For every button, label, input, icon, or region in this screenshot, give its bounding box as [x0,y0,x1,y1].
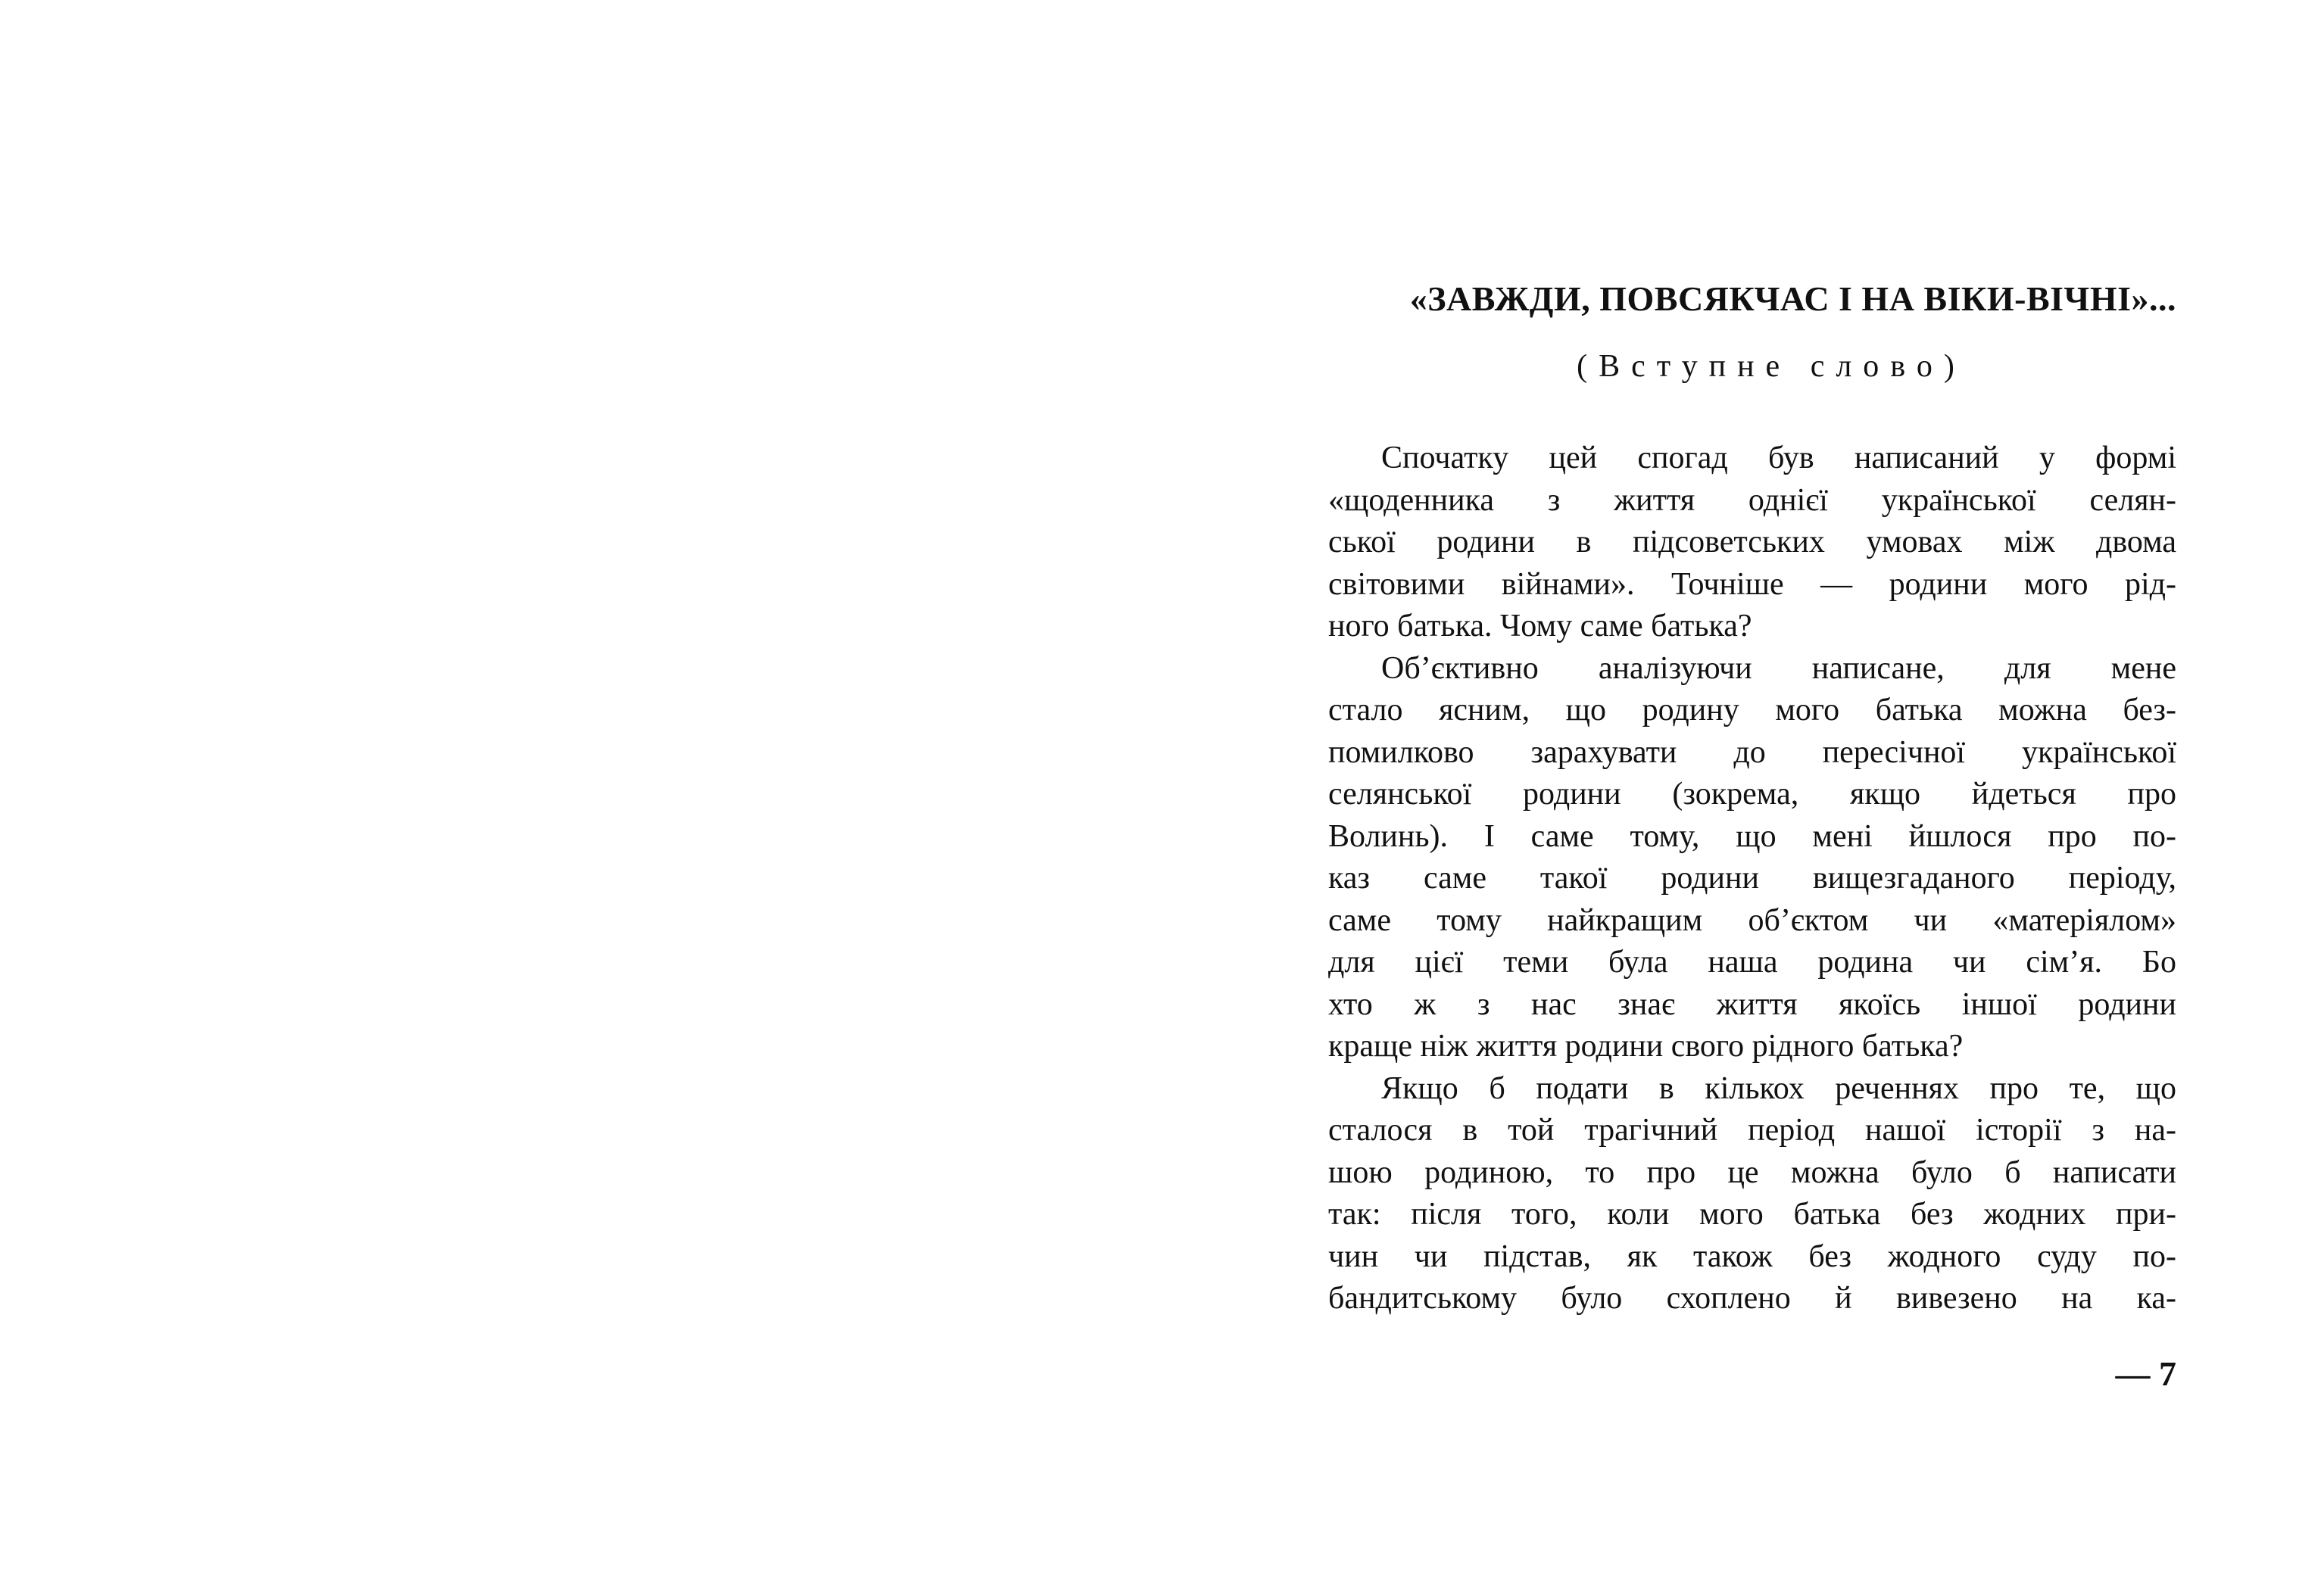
text-line: «щоденника з життя однієї української селян- [1328,482,2176,518]
text-line: шою родиною, то про це можна було б написати [1328,1154,2176,1190]
text-line: Об’єктивно аналізуючи написане, для мене [1381,650,2176,686]
text-line: Волинь). І саме тому, що мені йшлося про по- [1328,818,2176,854]
text-line: сталося в той трагічний період нашої історії з на- [1328,1113,2176,1148]
text-line: помилково зарахувати до пересічної української [1328,734,2176,770]
chapter-title: «ЗАВЖДИ, ПОВСЯКЧАС І НА ВІКИ-ВІЧНІ»... [1409,279,2176,318]
text-column [1328,273,2176,1320]
text-line: так: після того, коли мого батька без жодних при- [1328,1197,2176,1232]
text-line: Якщо б подати в кількох реченнях про те, що [1381,1070,2176,1106]
text-line: чин чи підстав, як також без жодного суду по- [1328,1238,2176,1274]
chapter-subtitle: (Вступне слово) [1577,349,1966,384]
text-line: хто ж з нас знає життя якоїсь іншої родини [1328,986,2176,1022]
text-line: ської родини в підсоветських умовах між двома [1328,525,2176,559]
text-line: Спочатку цей спогад був написаний у формі [1381,441,2176,475]
text-line: для цієї теми була наша родина чи сім’я. Бо [1328,945,2176,980]
text-line: бандитському було схоплено й вивезено на ка- [1328,1281,2176,1316]
page-number: — 7 [2115,1354,2176,1393]
text-line: саме тому найкращим об’єктом чи «матеріялом» [1328,902,2176,938]
text-line: стало ясним, що родину мого батька можна без- [1328,693,2176,728]
text-line: ного батька. Чому саме батька? [1328,609,1752,643]
text-line: світовими війнами». Точніше — родини мого рід- [1328,566,2176,602]
text-line: краще ніж життя родини свого рідного батька? [1328,1029,1964,1064]
body-text [1328,438,2176,1320]
text-line: каз саме такої родини вищезгаданого періоду, [1328,861,2176,896]
text-line: селянської родини (зокрема, якщо йдеться про [1328,777,2176,812]
